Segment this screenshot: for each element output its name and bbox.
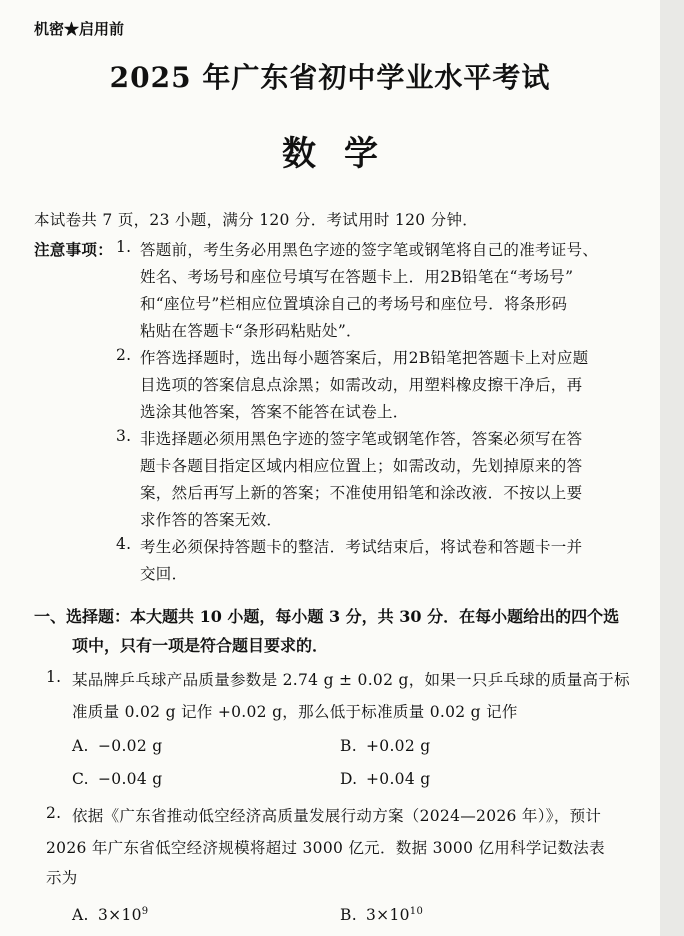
question-number: 2. — [46, 804, 62, 822]
secret-mark: 机密★启用前 — [34, 20, 125, 38]
option-label: B. — [340, 737, 357, 755]
notice-line: 作答选择题时，选出每小题答案后，用2B铅笔把答题卡上对应题 — [140, 349, 589, 367]
option-label: A. — [72, 906, 89, 924]
notice-line: 粘贴在答题卡“条形码粘贴处”． — [140, 322, 362, 340]
option-label: C. — [72, 770, 89, 788]
notice-line: 案，然后再写上新的答案；不准使用铅笔和涂改液．不按以上要 — [140, 484, 583, 502]
notice-item-number: 3. — [116, 427, 132, 445]
option-text: −0.04 g — [98, 770, 163, 788]
option-text: +0.04 g — [366, 770, 431, 788]
option-text — [98, 906, 148, 924]
question-text: 2026 年广东省低空经济规模将超过 3000 亿元．数据 3000 亿用科学记数法表 — [46, 839, 605, 857]
notice-line: 答题前，考生务必用黑色字迹的签字笔或钢笔将自己的准考证号、 — [140, 241, 599, 259]
notice-line: 题卡各题目指定区域内相应位置上；如需改动，先划掉原来的答 — [140, 457, 583, 475]
notice-line: 求作答的答案无效． — [140, 511, 283, 529]
notice-line: 和“座位号”栏相应位置填涂自己的考场号和座位号．将条形码 — [140, 295, 568, 313]
section-heading-cont: 项中，只有一项是符合题目要求的． — [72, 636, 329, 655]
option-base: 3×10 — [98, 906, 142, 925]
notice-item-number: 1. — [116, 238, 132, 256]
question-text: 依据《广东省推动低空经济高质量发展行动方案（2024—2026 年）》，预计 — [72, 807, 602, 825]
notice-line: 目选项的答案信息点涂黑；如需改动，用塑料橡皮擦干净后，再 — [140, 376, 583, 394]
notice-label: 注意事项： — [34, 240, 114, 259]
question-text: 准质量 0.02 g 记作 +0.02 g，那么低于标准质量 0.02 g 记作 — [72, 703, 518, 721]
option-base: 3×10 — [366, 906, 410, 925]
subject-title: 数学 — [282, 134, 406, 174]
option-text — [366, 906, 423, 924]
question-text: 示为 — [46, 869, 78, 887]
option-label: D. — [340, 770, 358, 788]
option-text: −0.02 g — [98, 737, 163, 755]
notice-line: 交回． — [140, 565, 188, 583]
notice-line: 选涂其他答案，答案不能答在试卷上． — [140, 403, 409, 421]
option-label: A. — [72, 737, 89, 755]
notice-line: 非选择题必须用黑色字迹的签字笔或钢笔作答，答案必须写在答 — [140, 430, 583, 448]
notice-item-number: 4. — [116, 535, 132, 553]
option-label: B. — [340, 906, 357, 924]
paper-intro: 本试卷共 7 页，23 小题，满分 120 分．考试用时 120 分钟． — [34, 211, 479, 229]
question-number: 1. — [46, 668, 62, 686]
page-edge — [660, 0, 684, 936]
option-exponent: 9 — [141, 906, 149, 917]
exam-title: 2025 年广东省初中学业水平考试 — [109, 61, 551, 94]
notice-item-number: 2. — [116, 346, 132, 364]
notice-line: 姓名、考场号和座位号填写在答题卡上．用2B铅笔在“考场号” — [140, 268, 574, 286]
notice-line: 考生必须保持答题卡的整洁．考试结束后，将试卷和答题卡一并 — [140, 538, 583, 556]
question-text: 某品牌乒乓球产品质量参数是 2.74 g ± 0.02 g，如果一只乒乓球的质量高于标 — [72, 671, 630, 689]
section-heading: 一、选择题：本大题共 10 小题，每小题 3 分，共 30 分．在每小题给出的四个选 — [34, 607, 620, 626]
option-text: +0.02 g — [366, 737, 431, 755]
option-exponent: 10 — [409, 906, 424, 917]
